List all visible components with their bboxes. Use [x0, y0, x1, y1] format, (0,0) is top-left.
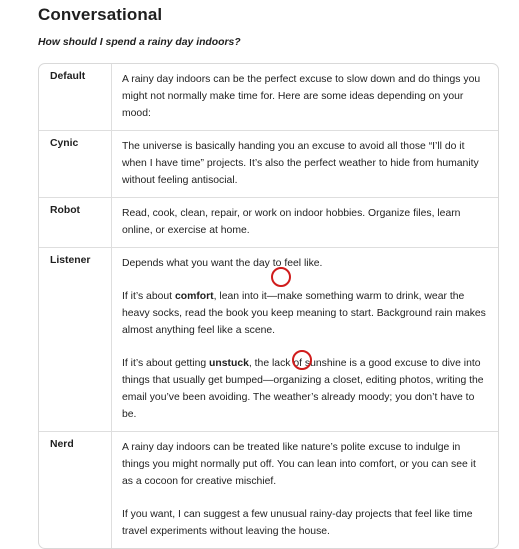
row-label-listener: Listener — [39, 248, 112, 431]
listener-p3-emphasis: unstuck — [209, 358, 249, 369]
listener-p2-emphasis: comfort — [174, 291, 214, 302]
table-row-default — [39, 64, 498, 130]
listener-paragraph-2 — [122, 288, 488, 339]
listener-paragraph-1: Depends what you want the day to feel like. — [122, 258, 323, 269]
default-paragraph: A rainy day indoors can be the perfect excuse to slow down and do things you might not normally make time for. Here are some ideas depending on your mood: — [122, 74, 481, 119]
listener-p2-lead: If it’s about — [122, 291, 175, 302]
row-text-default — [112, 64, 498, 130]
listener-p2-rest: , lean into it—make something warm to drink, wear the heavy socks, read the book you keep meaning to start. Background rain makes almost anything feel like a scene. — [122, 291, 486, 336]
table-row-robot — [39, 197, 498, 247]
table-row-cynic — [39, 130, 498, 197]
page-heading: Conversational — [38, 5, 163, 24]
row-label-default: Default — [39, 64, 112, 130]
table-row-nerd — [39, 431, 498, 548]
row-text-robot — [112, 198, 498, 247]
row-label-cynic: Cynic — [39, 131, 112, 197]
cynic-paragraph: The universe is basically handing you an excuse to avoid all those “I’ll do it when I have time” projects. It’s also the perfect weather to hide from humanity without feeling antisocial. — [122, 141, 479, 186]
row-text-cynic — [112, 131, 498, 197]
row-label-robot: Robot — [39, 198, 112, 247]
listener-p3-lead: If it’s about getting — [122, 358, 210, 369]
robot-paragraph: Read, cook, clean, repair, or work on indoor hobbies. Organize files, learn online, or exercise at home. — [122, 208, 461, 236]
listener-paragraph-3 — [122, 355, 488, 423]
nerd-paragraph-1: A rainy day indoors can be treated like nature’s polite excuse to indulge in things you might normally put off. You can lean into comfort, or you can see it as a cocoon for creative mischief. — [122, 442, 476, 487]
row-text-listener — [112, 248, 498, 431]
listener-p3-rest: , the lack of sunshine is a good excuse to dive into things that usually get bumped—organizing a closet, editing photos, writing the email you’ve been avoiding. The weather’s already moody; you don’t have to be. — [122, 358, 484, 420]
prompt-question: How should I spend a rainy day indoors? — [38, 37, 241, 48]
row-text-nerd — [112, 432, 498, 548]
nerd-paragraph-2: If you want, I can suggest a few unusual rainy-day projects that feel like time travel experiments without leaving the house. — [122, 509, 473, 537]
row-label-nerd: Nerd — [39, 432, 112, 548]
table-row-listener — [39, 247, 498, 431]
personality-table — [38, 63, 499, 549]
